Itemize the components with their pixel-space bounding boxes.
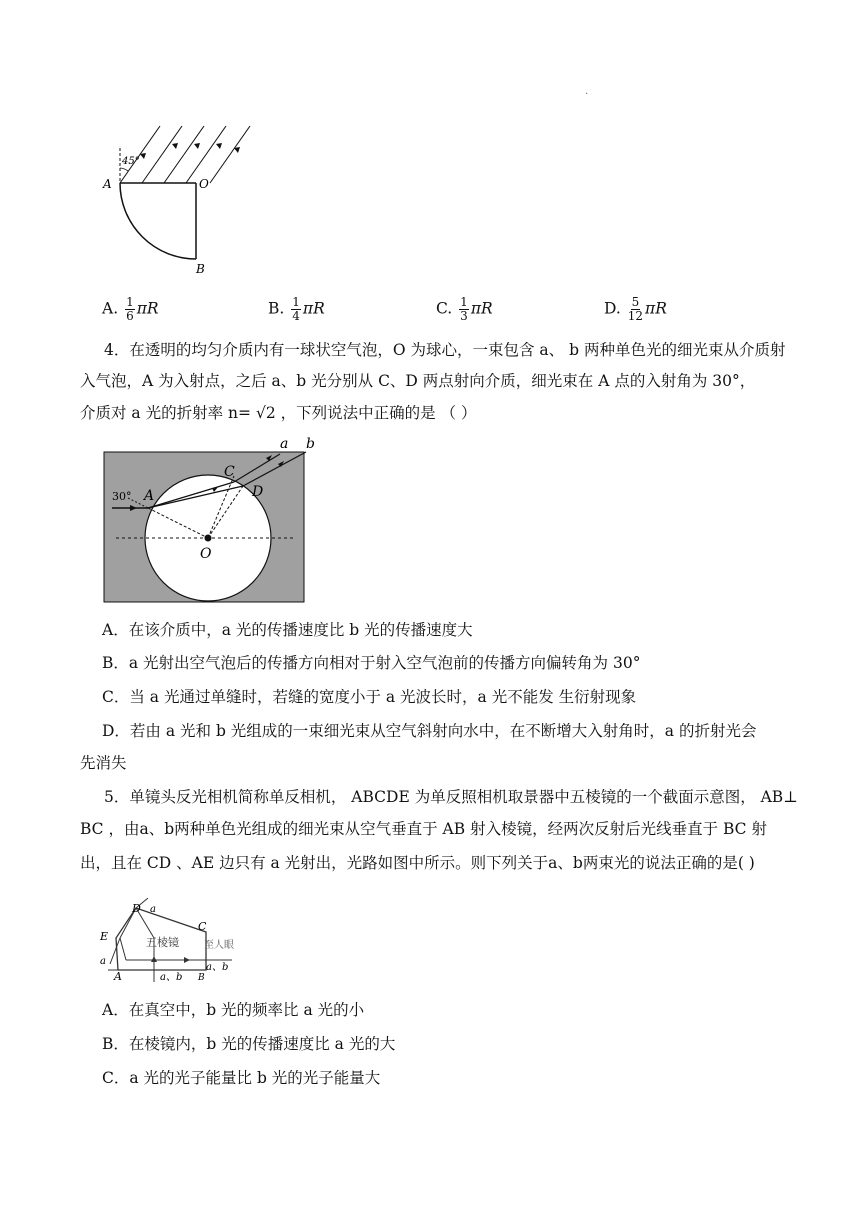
sqrt-expression: √2 [255, 404, 276, 422]
fraction [125, 296, 135, 323]
numerator: 1 [292, 295, 300, 309]
top-dot: . [585, 86, 589, 97]
q5-option-c[interactable]: C．a 光的光子能量比 b 光的光子能量大 [102, 1069, 381, 1087]
q3-angle-label: 45° [122, 156, 140, 167]
q3-option-c[interactable] [436, 296, 493, 323]
q3-label-O: O [199, 177, 209, 191]
stem-text: ，下列说法中正确的是 （ ） [280, 404, 477, 422]
q4-stem-line2: 入气泡，A 为入射点，之后 a、b 光分别从 C、D 两点射向介质，细光束在 A 点的入射角为 30°， [80, 372, 756, 390]
q3-option-a[interactable] [102, 296, 159, 323]
q5-label-a-top: a [150, 904, 156, 915]
q5-stem-line2: BC ，由a、b两种单色光组成的细光束从空气垂直于 AB 射入棱镜，经两次反射后光线垂直于 BC 射 [80, 820, 767, 838]
q5-option-a[interactable]: A．在真空中，b 光的频率比 a 光的小 [102, 1001, 365, 1019]
q4-label-A: A [144, 488, 155, 504]
q5-figure [96, 898, 256, 982]
q3-label-B: B [196, 262, 205, 276]
q5-label-B: B [198, 973, 205, 982]
q5-label-D: D [132, 902, 141, 915]
q4-option-d[interactable]: D．若由 a 光和 b 光组成的一束细光束从空气斜射向水中，在不断增大入射角时，a 的折射光会 [102, 722, 757, 740]
fraction [291, 296, 301, 323]
option-letter: A. [102, 299, 119, 318]
option-tail: πR [645, 299, 667, 318]
q4-option-a[interactable]: A．在该介质中，a 光的传播速度比 b 光的传播速度大 [102, 621, 473, 639]
q4-option-b[interactable]: B．a 光射出空气泡后的传播方向相对于射入空气泡前的传播方向偏转角为 30° [102, 654, 641, 672]
q5-stem-line3: 出，且在 CD 、AE 边只有 a 光射出，光路如图中所示。则下列关于a、b两束光的说法正确的是( ) [80, 854, 755, 872]
q5-label-E: E [100, 930, 109, 943]
q5-label-C: C [198, 920, 207, 933]
option-letter: D. [604, 299, 621, 318]
numerator: 5 [631, 295, 640, 309]
q4-label-a: a [280, 436, 289, 452]
fraction [459, 296, 469, 323]
stem-text: 介质对 a 光的折射率 n= [80, 404, 251, 422]
option-letter: B. [268, 299, 285, 318]
q5-label-A: A [114, 970, 122, 982]
denominator: 4 [292, 309, 300, 323]
q5-label-a-left: a [100, 956, 106, 967]
q4-stem-line1: 4．在透明的均匀介质内有一球状空气泡，O 为球心，一束包含 a、 b 两种单色光的细光束从介质射 [104, 341, 786, 359]
option-tail: πR [136, 299, 159, 318]
q4-label-b: b [306, 436, 315, 452]
q5-label-ab-right: a、b [206, 962, 229, 973]
q3-option-b[interactable] [268, 296, 325, 323]
numerator: 1 [126, 295, 134, 309]
q4-label-O: O [200, 546, 212, 562]
q5-label-ab-bottom: a、b [160, 972, 183, 982]
q5-option-b[interactable]: B．在棱镜内，b 光的传播速度比 a 光的大 [102, 1035, 396, 1053]
q5-label-prism: 五棱镜 [146, 936, 179, 949]
q4-stem-line3 [80, 402, 476, 424]
q4-label-C: C [224, 464, 235, 480]
numerator: 1 [460, 295, 468, 309]
q5-label-eye: 至人眼 [204, 940, 234, 951]
q3-label-A: A [103, 177, 112, 191]
q3-figure [100, 118, 270, 278]
q4-figure [100, 436, 330, 608]
q4-option-d-continued: 先消失 [80, 754, 127, 772]
option-tail: πR [302, 299, 325, 318]
q4-option-c[interactable]: C．当 a 光通过单缝时，若缝的宽度小于 a 光波长时，a 光不能发 生衍射现象 [102, 688, 637, 706]
q4-label-30: 30° [112, 490, 132, 503]
q5-stem-line1: 5．单镜头反光相机简称单反相机， ABCDE 为单反照相机取景器中五棱镜的一个截面示意图， AB⊥ [104, 788, 798, 806]
q4-label-D: D [252, 484, 264, 500]
denominator: 3 [460, 309, 468, 323]
denominator: 6 [126, 309, 134, 323]
fraction [628, 296, 643, 323]
option-letter: C. [436, 299, 453, 318]
q3-option-d[interactable] [604, 296, 667, 323]
option-tail: πR [470, 299, 493, 318]
denominator: 12 [627, 309, 644, 323]
